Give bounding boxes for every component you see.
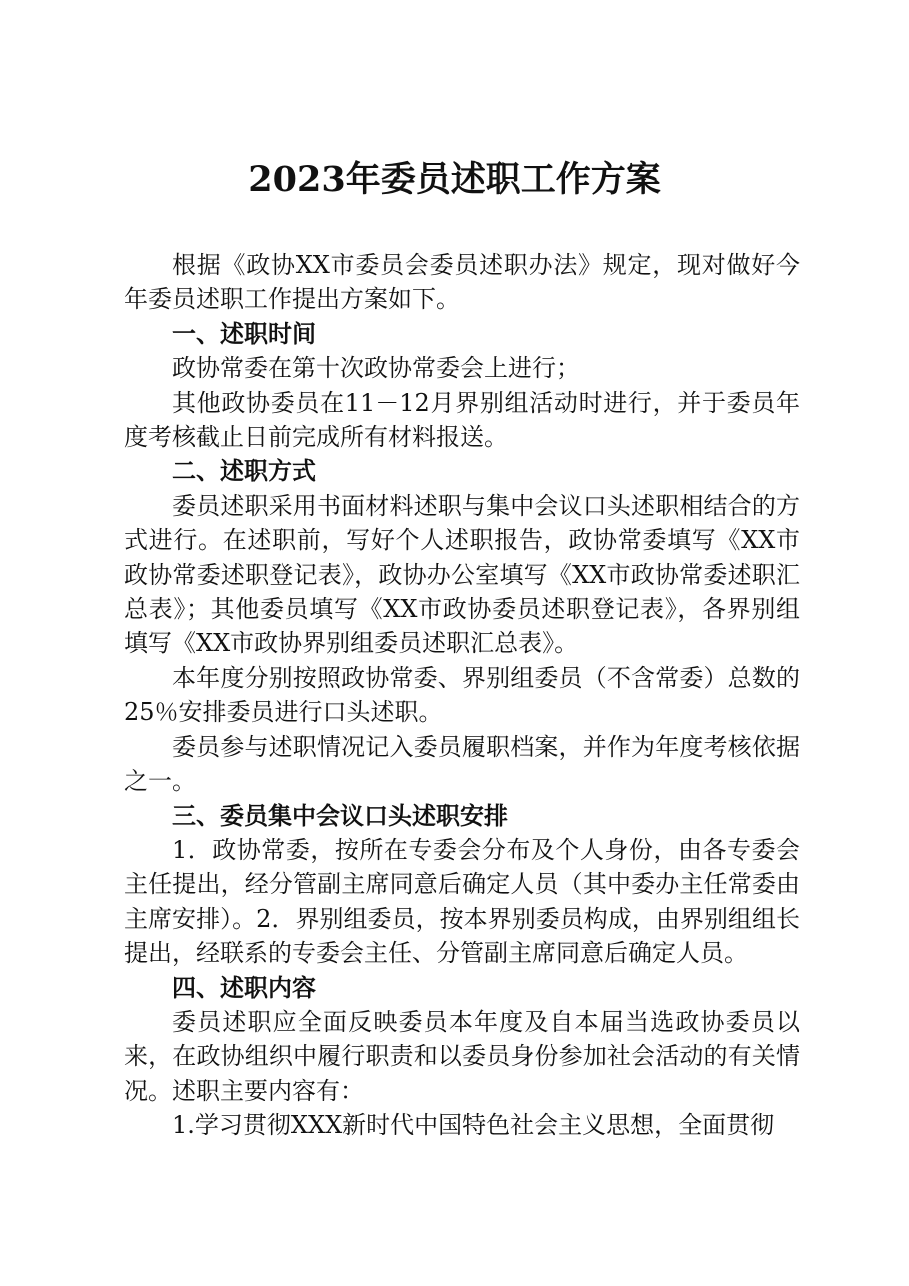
method-paragraph-forms: 委员述职采用书面材料述职与集中会议口头述职相结合的方式进行。在述职前，写好个人述职报告，政协常委填写《XX市政协常委述职登记表》，政协办公室填写《XX市政协常委述职汇总表》；其他委员填写《XX市政协委员述职登记表》，各界别组填写《XX市政协界别组委员述职汇总表》。 [124, 491, 800, 658]
document-body [124, 248, 800, 1143]
document-title: 2023年委员述职工作方案 [248, 159, 661, 200]
section-heading-method: 二、述职方式 [172, 456, 316, 486]
section-heading-time: 一、述职时间 [172, 318, 316, 348]
method-paragraph-ratio: 本年度分别按照政协常委、界别组委员（不含常委）总数的25％安排委员进行口头述职。 [124, 663, 800, 727]
method-paragraph-archive: 委员参与述职情况记入委员履职档案，并作为年度考核依据之一。 [124, 732, 800, 796]
section-heading-arrangement: 三、委员集中会议口头述职安排 [172, 800, 508, 830]
time-paragraph-others: 其他政协委员在11－12月界别组活动时进行，并于委员年度考核截止日前完成所有材料报送。 [124, 388, 800, 452]
section-heading-content: 四、述职内容 [172, 972, 316, 1002]
content-paragraph: 委员述职应全面反映委员本年度及自本届当选政协委员以来，在政协组织中履行职责和以委员身份参加社会活动的有关情况。述职主要内容有： [124, 1007, 800, 1105]
time-paragraph-standing: 政协常委在第十次政协常委会上进行； [172, 354, 580, 383]
intro-paragraph: 根据《政协XX市委员会委员述职办法》规定，现对做好今年委员述职工作提出方案如下。 [124, 251, 800, 314]
arrangement-paragraph: 1．政协常委，按所在专委会分布及个人身份，由各专委会主任提出，经分管副主席同意后确定人员（其中委办主任常委由主席安排）。2．界别组委员，按本界别委员构成，由界别组组长提出，经联系的专委会主任、分管副主席同意后确定人员。 [124, 835, 800, 968]
content-item-1: 1.学习贯彻XXX新时代中国特色社会主义思想，全面贯彻 [172, 1111, 775, 1140]
